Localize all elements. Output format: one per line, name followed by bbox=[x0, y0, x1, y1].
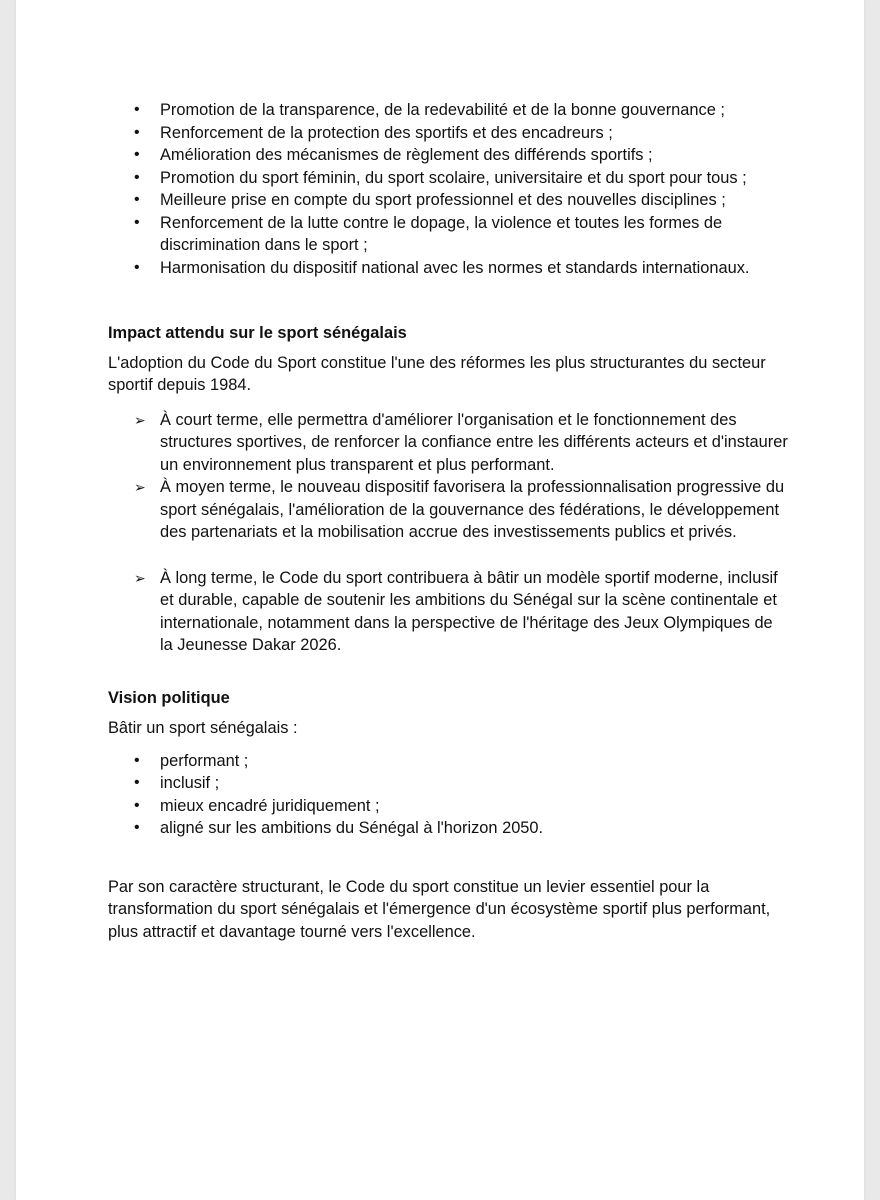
impact-intro-paragraph: L'adoption du Code du Sport constitue l'une des réformes les plus structurantes du secteur sportif depuis 1984. bbox=[108, 353, 766, 394]
list-item bbox=[108, 476, 788, 544]
impact-short-term-text: À court terme, elle permettra d'améliorer l'organisation et le fonctionnement des structures sportives, de renforcer la confiance entre les différents acteurs et d'instaurer un environnement plus transparent et plus performant. bbox=[160, 410, 788, 474]
vision-goals-list bbox=[108, 750, 788, 840]
list-item: • mieux encadré juridiquement ; bbox=[108, 795, 788, 818]
impact-medium-term-text: À moyen terme, le nouveau dispositif favorisera la professionnalisation progressive du sport sénégalais, l'amélioration de la gouvernance des fédérations, le développement des partenariats et la mobilisation accrue des investissements publics et privés. bbox=[160, 478, 785, 541]
list-item: • inclusif ; bbox=[108, 772, 788, 795]
vision-intro-paragraph: Bâtir un sport sénégalais : bbox=[108, 719, 298, 737]
arrow-bullet-icon: ➢ bbox=[134, 411, 146, 428]
list-item: • Meilleure prise en compte du sport professionnel et des nouvelles disciplines ; bbox=[108, 189, 788, 212]
list-item: • Promotion de la transparence, de la redevabilité et de la bonne gouvernance ; bbox=[108, 99, 788, 122]
list-item: • Renforcement de la lutte contre le dopage, la violence et toutes les formes de discrimination dans le sport ; bbox=[108, 212, 788, 257]
list-item: • Renforcement de la protection des sportifs et des encadreurs ; bbox=[108, 122, 788, 145]
list-item bbox=[108, 567, 788, 657]
list-item bbox=[108, 409, 788, 477]
list-item: • Promotion du sport féminin, du sport scolaire, universitaire et du sport pour tous ; bbox=[108, 167, 788, 190]
arrow-bullet-icon: ➢ bbox=[134, 569, 146, 586]
impact-term-list bbox=[108, 409, 788, 657]
conclusion-paragraph: Par son caractère structurant, le Code du sport constitue un levier essentiel pour la transformation du sport sénégalais et l'émergence d'un écosystème sportif plus performant, plus attractif et davantage tourné vers l'excellence. bbox=[108, 877, 771, 941]
document-body bbox=[108, 99, 788, 943]
list-item: • Harmonisation du dispositif national avec les normes et standards internationaux. bbox=[108, 257, 788, 280]
section-heading-impact: Impact attendu sur le sport sénégalais bbox=[108, 324, 407, 342]
list-item: • aligné sur les ambitions du Sénégal à l'horizon 2050. bbox=[108, 817, 788, 840]
document-page bbox=[16, 0, 864, 1200]
list-item: • Amélioration des mécanismes de règlement des différends sportifs ; bbox=[108, 144, 788, 167]
list-item: • performant ; bbox=[108, 750, 788, 773]
impact-long-term-text: À long terme, le Code du sport contribuera à bâtir un modèle sportif moderne, inclusif et durable, capable de soutenir les ambitions du Sénégal sur la scène continentale et internationale, notamment dans la perspective de l'héritage des Jeux Olympiques de la Jeunesse Dakar 2026. bbox=[160, 568, 778, 654]
section-heading-vision: Vision politique bbox=[108, 688, 230, 707]
reform-objectives-list bbox=[108, 99, 788, 279]
arrow-bullet-icon: ➢ bbox=[134, 479, 146, 495]
